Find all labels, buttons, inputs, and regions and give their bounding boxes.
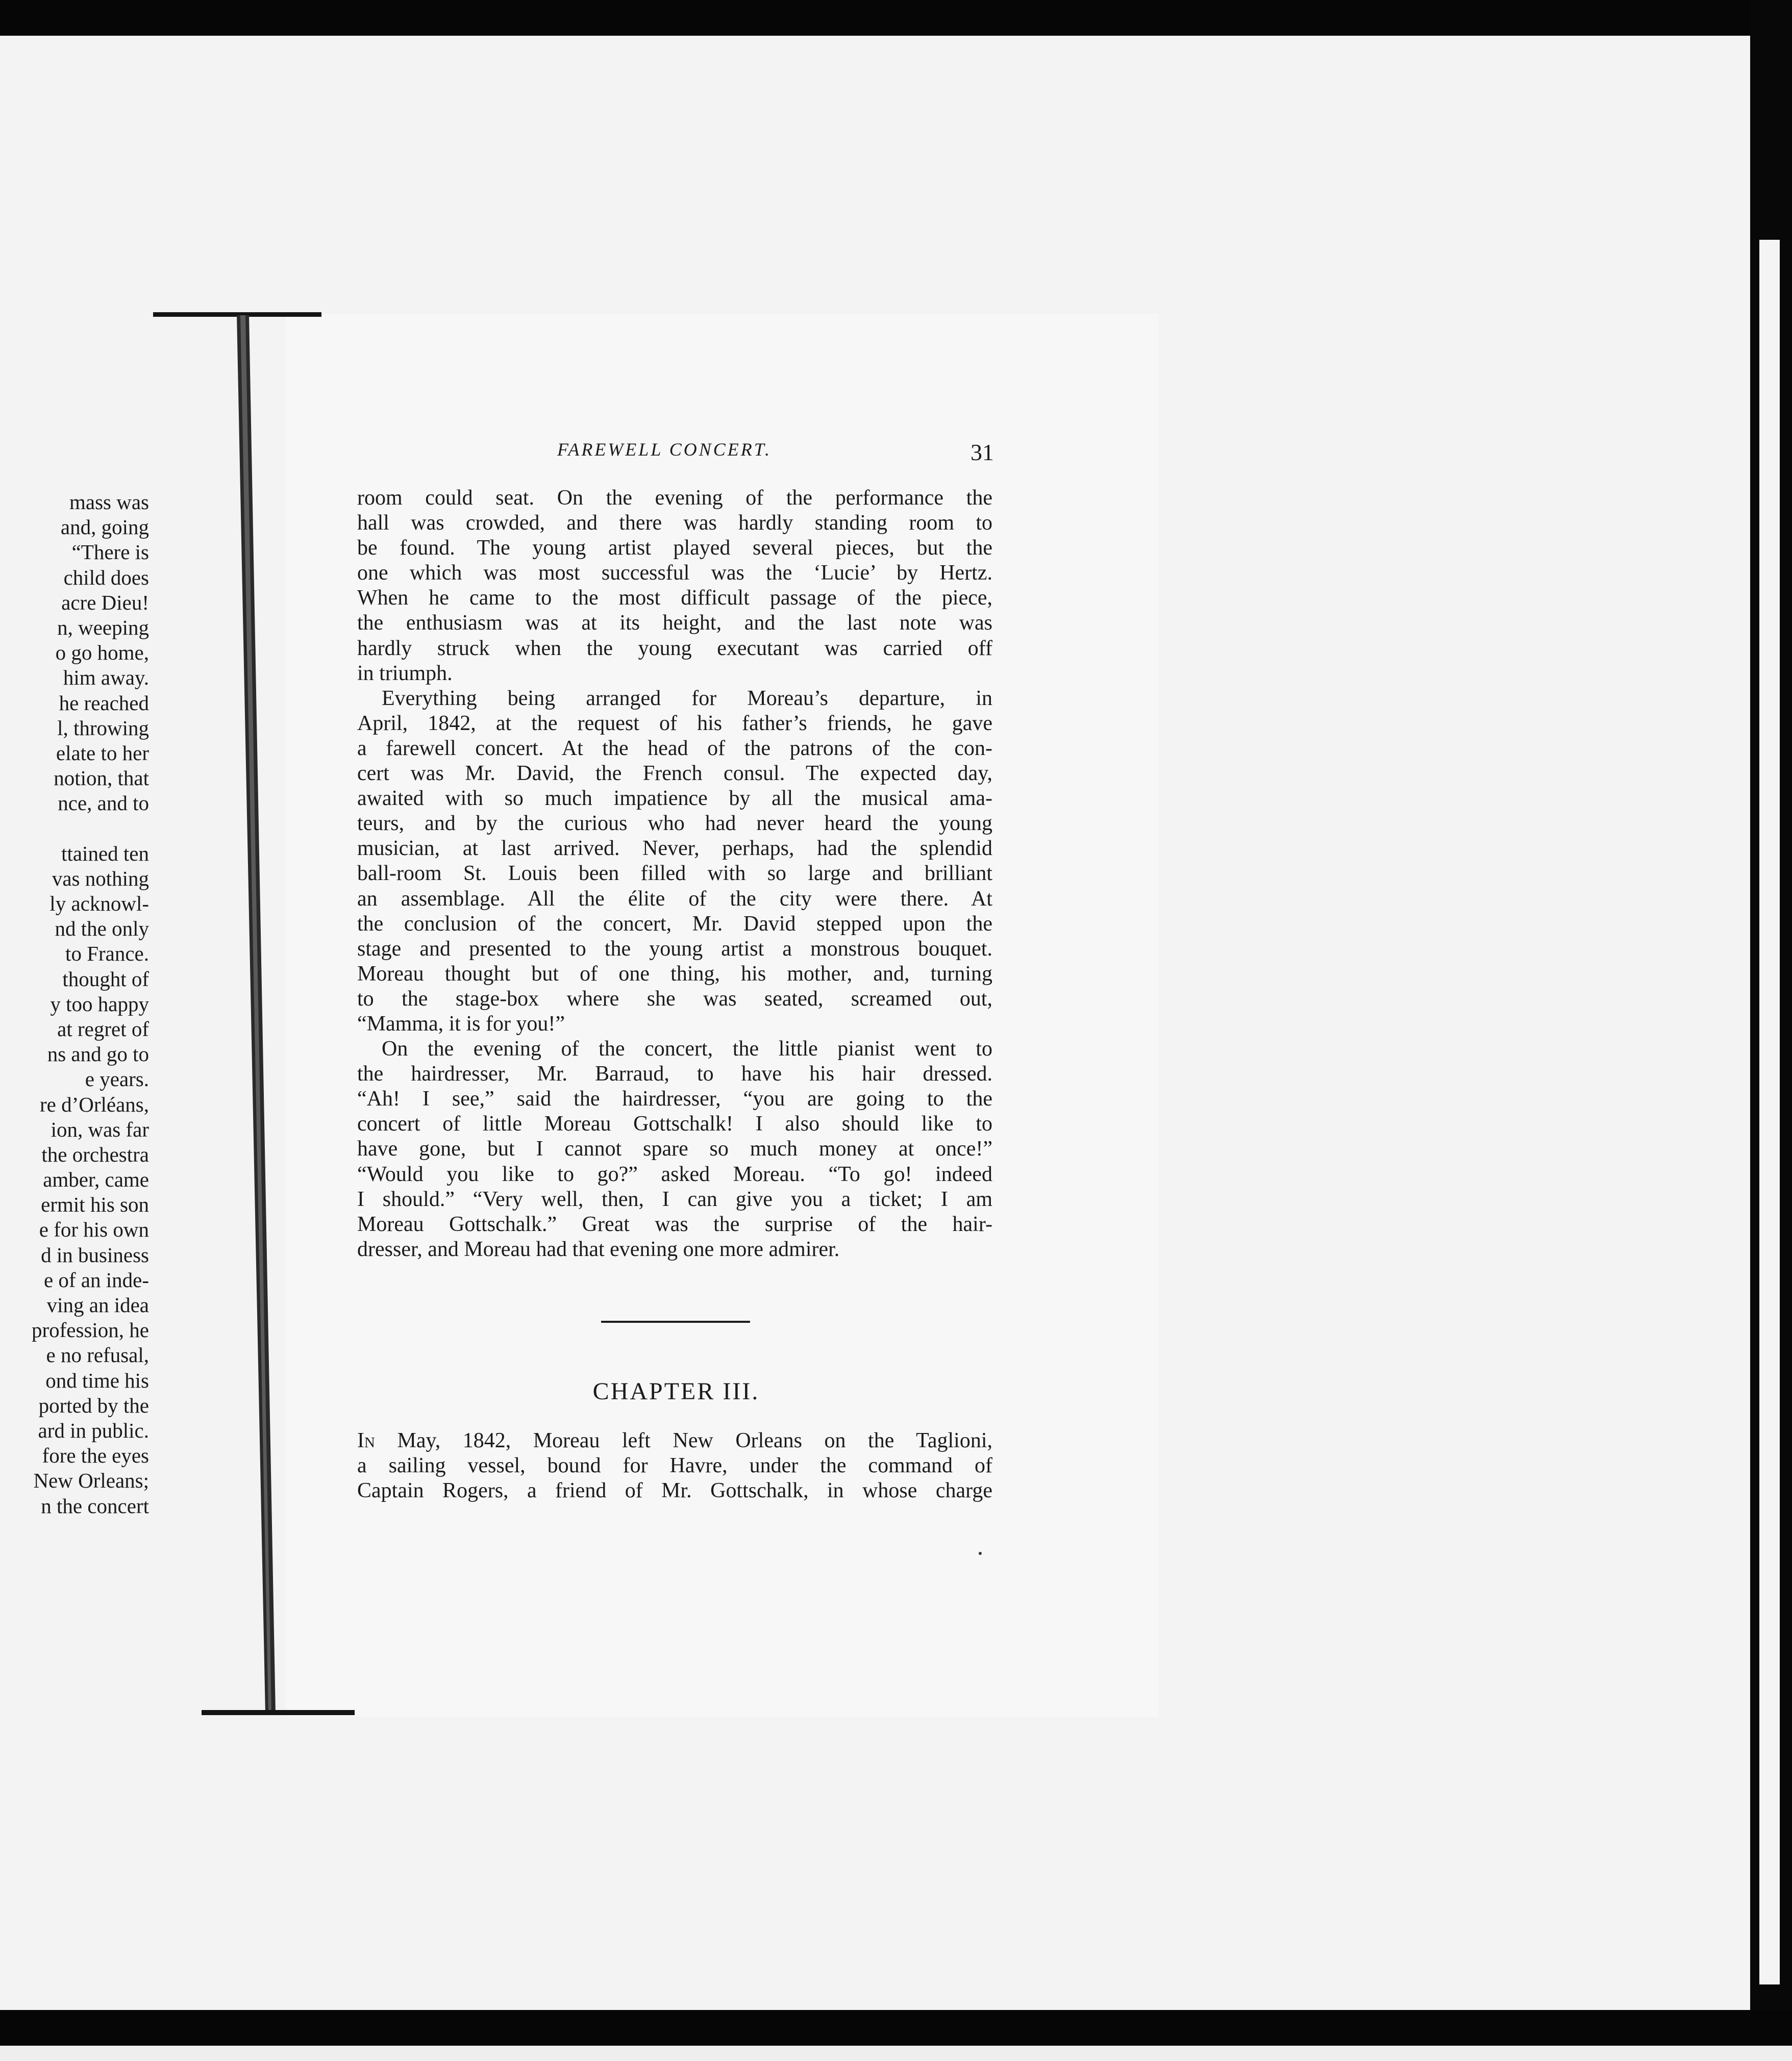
facing-page-line: elate to her (56, 741, 149, 765)
facing-page-line: mass was (69, 490, 149, 514)
body-text (357, 486, 992, 1262)
text-line: concert of little Moreau Gottschalk! I also should like to (357, 1112, 992, 1136)
text-line: have gone, but I cannot spare so much money at once!” (357, 1137, 992, 1161)
facing-page-line: e of an inde- (43, 1268, 149, 1292)
facing-page-line: New Orleans; (33, 1469, 149, 1493)
facing-page-line: “There is (71, 540, 149, 564)
facing-page-line: l, throwing (57, 716, 149, 740)
section-divider (601, 1321, 750, 1323)
text-line: On the evening of the concert, the little pianist went to (382, 1037, 992, 1061)
text-line: a farewell concert. At the head of the patrons of the con- (357, 736, 992, 760)
facing-page-line: at regret of (57, 1017, 149, 1041)
text-line: in triumph. (357, 661, 453, 685)
facing-page-line: ving an idea (46, 1293, 149, 1317)
text-line: “Ah! I see,” said the hairdresser, “you are going to the (357, 1087, 992, 1111)
text-line: Captain Rogers, a friend of Mr. Gottschalk, in whose charge (357, 1479, 992, 1503)
text-line: I should.” “Very well, then, I can give you a ticket; I am (357, 1187, 992, 1211)
text-line (357, 1428, 992, 1453)
text-line: the enthusiasm was at its height, and the last note was (357, 611, 992, 635)
paragraph (357, 1037, 992, 1262)
text-line: “Mamma, it is for you!” (357, 1012, 565, 1036)
text-line: an assemblage. All the élite of the city were there. At (357, 887, 992, 911)
facing-page-line: e no refusal, (46, 1343, 149, 1367)
text-line: When he came to the most difficult passage of the piece, (357, 586, 992, 610)
scan-border-top (0, 0, 1792, 36)
text-line: “Would you like to go?” asked Moreau. “To go! indeed (357, 1162, 992, 1186)
text-line: cert was Mr. David, the French consul. The expected day, (357, 762, 992, 786)
facing-page-line: thought of (62, 967, 149, 991)
text-line: hardly struck when the young executant was carried off (357, 636, 992, 660)
facing-page-line: notion, that (54, 766, 149, 790)
facing-page-line: d in business (41, 1243, 149, 1267)
scan-speck (979, 1552, 982, 1555)
facing-page-line: n the concert (41, 1494, 149, 1518)
facing-page-line: nd the only (55, 917, 149, 941)
facing-page-line: him away. (63, 666, 149, 690)
scan-edge-strip (1759, 240, 1780, 1984)
facing-page-line: and, going (60, 515, 149, 539)
text-line: teurs, and by the curious who had never heard the young (357, 812, 992, 836)
facing-page-line: o go home, (55, 641, 149, 665)
facing-page-line: ttained ten (61, 841, 149, 865)
facing-page-line: vas nothing (52, 866, 149, 890)
text-line: to the stage-box where she was seated, screamed out, (357, 987, 992, 1011)
text-line: dresser, and Moreau had that evening one more admirer. (357, 1237, 840, 1261)
facing-page-line: e for his own (39, 1218, 149, 1242)
facing-page-line: the orchestra (41, 1142, 149, 1166)
text-line: one which was most successful was the ‘Lucie’ by Hertz. (357, 561, 992, 585)
facing-page-fragment (0, 490, 149, 1519)
page-number: 31 (970, 439, 994, 465)
text-line: room could seat. On the evening of the performance the (357, 486, 992, 510)
facing-page-line: ard in public. (38, 1418, 149, 1442)
page-clamp-bottom (202, 1710, 355, 1715)
text-line: musician, at last arrived. Never, perhaps, had the splendid (357, 837, 992, 861)
text-line: Moreau thought but of one thing, his mother, and, turning (357, 962, 992, 986)
facing-page-line: to France. (65, 942, 149, 966)
facing-page-line: ion, was far (51, 1117, 149, 1141)
page-clamp-post (236, 315, 277, 1713)
facing-page-line: ported by the (38, 1393, 149, 1417)
chapter-first-word: In (357, 1429, 375, 1452)
chapter-line-text: May, 1842, Moreau left New Orleans on the Taglioni, (397, 1429, 992, 1452)
facing-page-line: re d’Orléans, (39, 1092, 149, 1116)
facing-page-line: n, weeping (57, 615, 149, 639)
facing-page-line: fore the eyes (42, 1444, 149, 1468)
text-line: the hairdresser, Mr. Barraud, to have his hair dressed. (357, 1062, 992, 1086)
text-line: Everything being arranged for Moreau’s departure, in (382, 686, 992, 710)
facing-page-line: e years. (85, 1067, 149, 1091)
facing-page-line: nce, and to (58, 791, 149, 815)
facing-page-line: profession, he (31, 1318, 149, 1342)
facing-page-line: ns and go to (47, 1042, 149, 1066)
chapter-opening (357, 1428, 992, 1503)
facing-page-line: child does (63, 565, 149, 589)
facing-page-line: amber, came (43, 1168, 149, 1192)
text-line: Moreau Gottschalk.” Great was the surprise of the hair- (357, 1212, 992, 1236)
facing-page-line (0, 816, 149, 841)
text-line: April, 1842, at the request of his father’s friends, he gave (357, 711, 992, 735)
text-line: be found. The young artist played several pieces, but the (357, 536, 992, 560)
text-line: ball-room St. Louis been filled with so large and brilliant (357, 862, 992, 886)
text-line: the conclusion of the concert, Mr. David stepped upon the (357, 912, 992, 936)
facing-page-line: he reached (59, 691, 149, 715)
paragraph (357, 686, 992, 1037)
scan-border-bottom-edge (0, 2046, 1792, 2061)
facing-page-line: ond time his (45, 1368, 149, 1392)
running-head: FAREWELL CONCERT. (557, 439, 772, 460)
text-line: awaited with so much impatience by all the musical ama- (357, 787, 992, 811)
facing-page-line: ly acknowl- (49, 892, 149, 915)
text-line: stage and presented to the young artist a monstrous bouquet. (357, 937, 992, 961)
paragraph (357, 486, 992, 686)
facing-page-line: acre Dieu! (61, 590, 149, 614)
chapter-heading: CHAPTER III. (592, 1378, 760, 1405)
facing-page-line: y too happy (50, 992, 149, 1016)
text-line: hall was crowded, and there was hardly standing room to (357, 511, 992, 535)
text-line: a sailing vessel, bound for Havre, under the command of (357, 1454, 992, 1478)
facing-page-line: ermit his son (41, 1193, 149, 1217)
